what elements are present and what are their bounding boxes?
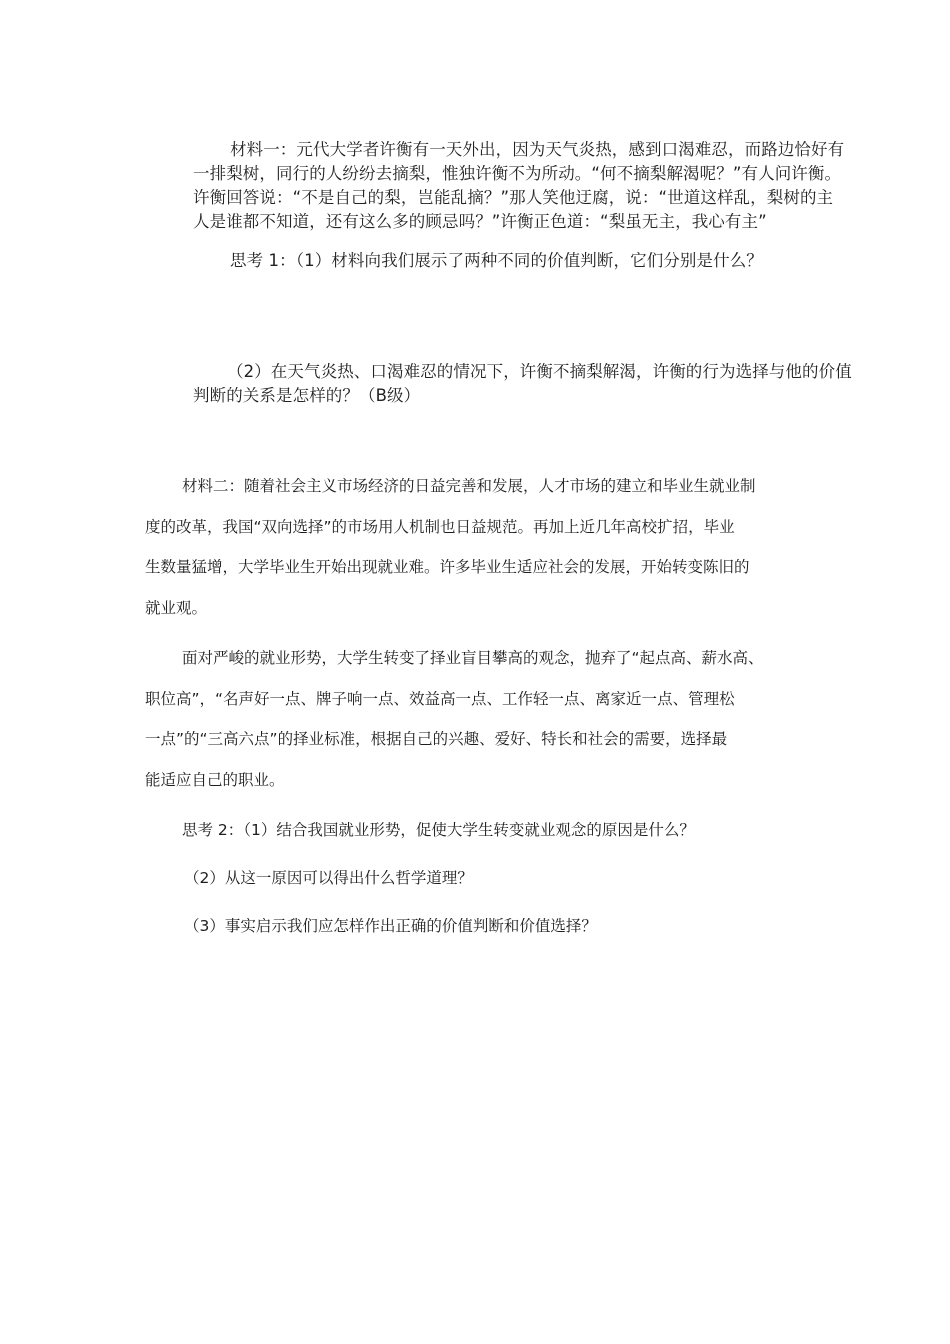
think-1-q1-text: 思考 1：（1）材料向我们展示了两种不同的价值判断，它们分别是什么？ xyxy=(230,251,763,270)
think-2-question-1: 思考 2：（1）结合我国就业形势，促使大学生转变就业观念的原因是什么？ xyxy=(182,821,695,839)
think-1-question-1 xyxy=(193,249,865,273)
material-1-paragraph xyxy=(193,138,865,234)
material-2-paragraph-1 xyxy=(145,466,815,628)
material-2-paragraph-2 xyxy=(145,638,815,800)
material-2-line: 能适应自己的职业。 xyxy=(145,770,285,789)
think-1-question-2 xyxy=(193,360,865,408)
material-2-line: 度的改革，我国“双向选择”的市场用人机制也日益规范。再加上近几年高校扩招，毕业 xyxy=(145,517,735,536)
material-2-line: 材料二：随着社会主义市场经济的日益完善和发展，人才市场的建立和毕业生就业制 xyxy=(182,477,756,495)
material-1-line: 许衡回答说：“不是自己的梨，岂能乱摘？”那人笑他迂腐，说：“世道这样乱，梨树的主 xyxy=(193,188,834,207)
material-2-line: 就业观。 xyxy=(145,598,208,617)
material-1-line: 材料一：元代大学者许衡有一天外出，因为天气炎热，感到口渴难忍，而路边恰好有 xyxy=(230,140,845,159)
material-2-line: 生数量猛增，大学毕业生开始出现就业难。许多毕业生适应社会的发展，开始转变陈旧的 xyxy=(145,558,750,576)
think-1-q2-line: （2）在天气炎热、口渴难忍的情况下，许衡不摘梨解渴，许衡的行为选择与他的价值 xyxy=(227,362,852,381)
think-1-q2-line: 判断的关系是怎样的？（B级） xyxy=(193,386,421,405)
material-1-line: 一排梨树，同行的人纷纷去摘梨，惟独许衡不为所动。“何不摘梨解渴呢？”有人问许衡。 xyxy=(193,164,842,183)
material-2-line: 一点”的“三高六点”的择业标准，根据自己的兴趣、爱好、特长和社会的需要，选择最 xyxy=(145,730,728,748)
material-2-line: 职位高”，“名声好一点、牌子响一点、效益高一点、工作轻一点、离家近一点、管理松 xyxy=(145,689,735,708)
think-2-question-2: （2）从这一原因可以得出什么哲学道理？ xyxy=(184,869,473,887)
material-2-line: 面对严峻的就业形势，大学生转变了择业盲目攀高的观念，抛弃了“起点高、薪水高、 xyxy=(182,649,764,667)
material-1-line: 人是谁都不知道，还有这么多的顾忌吗？”许衡正色道：“梨虽无主，我心有主” xyxy=(193,212,767,231)
think-2-question-3: （3）事实启示我们应怎样作出正确的价值判断和价值选择？ xyxy=(184,917,597,935)
